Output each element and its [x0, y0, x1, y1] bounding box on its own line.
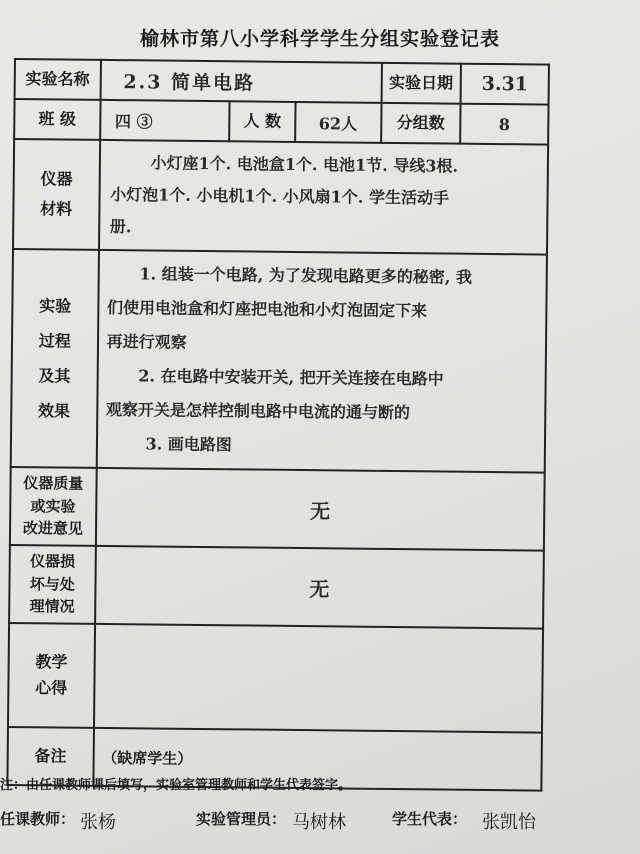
footer-note: 注：由任课教师课后填写，实验室管理教师和学生代表签字。 — [0, 778, 352, 793]
label-quality-line: 仪器质量 — [23, 474, 84, 493]
label-experiment-date: 实验日期 — [381, 63, 461, 104]
value-equipment — [99, 140, 549, 255]
row-class-info — [14, 99, 548, 145]
label-damage — [9, 545, 95, 624]
label-damage-line: 坏与处 — [29, 574, 75, 594]
label-remarks: 备注 — [7, 727, 93, 786]
process-line: 再进行观察 — [106, 331, 187, 352]
row-damage — [9, 545, 544, 629]
value-groups: 8 — [460, 104, 548, 145]
value-process — [96, 250, 547, 473]
value-people: 62人 — [295, 102, 381, 143]
label-damage-line: 理情况 — [29, 597, 75, 616]
value-remarks: （缺席学生） — [93, 728, 542, 791]
teacher-label: 任课教师： — [0, 810, 76, 828]
label-experiment-name: 实验名称 — [15, 59, 101, 100]
manager-label: 实验管理员： — [196, 810, 287, 828]
row-equipment — [13, 139, 548, 255]
form-title: 榆林市第八小学科学学生分组实验登记表 — [139, 28, 500, 50]
label-class: 班 级 — [14, 99, 100, 140]
row-quality — [10, 467, 545, 551]
value-quality: 无 — [96, 468, 545, 551]
label-process — [11, 249, 99, 468]
label-process-line: 效果 — [38, 401, 71, 421]
label-process-line: 及其 — [38, 366, 71, 386]
equipment-line: 小灯座1个. 电池盒1个. 电池1节. 导线3根. — [150, 153, 459, 176]
teacher-signature: 张杨 — [80, 812, 116, 833]
label-process-line: 过程 — [38, 331, 71, 351]
student-signature: 张凯怡 — [482, 812, 536, 833]
process-line: 们使用电池盒和灯座把电池和小灯泡固定下来 — [106, 297, 428, 321]
signature-line — [0, 808, 600, 838]
row-reflection — [8, 623, 543, 733]
registration-table — [6, 58, 550, 792]
label-process-line: 实验 — [39, 295, 72, 316]
student-label: 学生代表： — [392, 810, 468, 828]
label-equipment-line: 材料 — [40, 199, 73, 219]
manager-signature: 马树林 — [292, 812, 346, 833]
label-people: 人 数 — [229, 101, 295, 142]
label-reflection-line: 教学 — [35, 652, 68, 672]
value-reflection — [94, 624, 543, 733]
process-line: 1. 组装一个电路, 为了发现电路更多的秘密, 我 — [139, 264, 473, 287]
label-equipment — [13, 139, 100, 250]
value-experiment-date: 3.31 — [461, 64, 549, 105]
label-damage-line: 仪器损 — [29, 552, 76, 571]
value-class: 四 ③ — [100, 100, 230, 141]
label-groups: 分组数 — [381, 103, 461, 144]
process-line: 2. 在电路中安装开关, 把开关连接在电路中 — [138, 366, 444, 389]
label-reflection-line: 心得 — [35, 678, 68, 698]
equipment-line: 小灯泡1个. 小电机1个. 小风扇1个. 学生活动手 — [110, 185, 450, 208]
equipment-line: 册. — [109, 217, 132, 237]
value-experiment-name: 2.3 简单电路 — [100, 60, 381, 103]
label-reflection — [8, 623, 95, 728]
row-experiment-name — [15, 59, 549, 105]
row-process — [11, 249, 547, 473]
value-damage: 无 — [95, 546, 544, 629]
process-line: 观察开关是怎样控制电路中电流的通与断的 — [105, 399, 411, 423]
label-quality-line: 改进意见 — [22, 519, 83, 538]
process-line: 3. 画电路图 — [145, 434, 232, 455]
label-equipment-line: 仪器 — [40, 168, 73, 189]
label-quality-line: 或实验 — [30, 496, 76, 516]
label-quality — [10, 467, 96, 546]
